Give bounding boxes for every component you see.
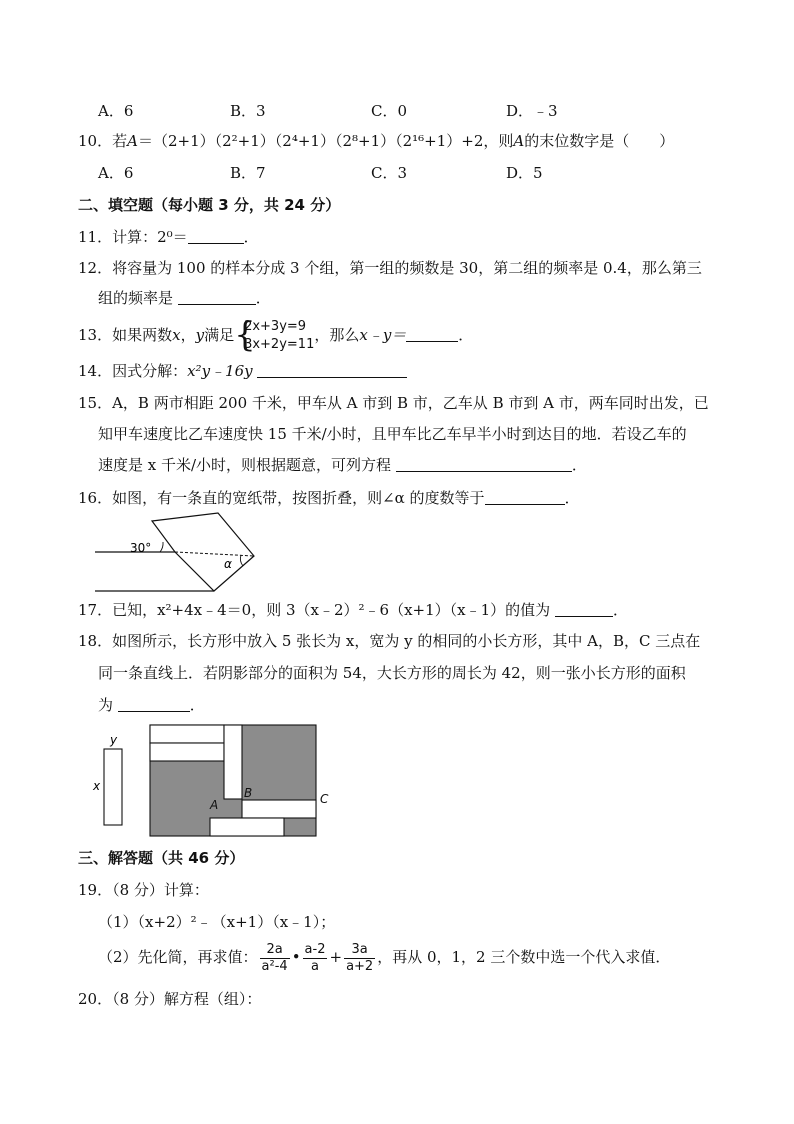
q13-text: 13．如果两数 <box>78 326 173 344</box>
q10-prefix: 若 <box>112 132 128 150</box>
q19-op-plus: + <box>329 948 343 966</box>
q9-option-a: A．6 <box>98 102 134 120</box>
q18-end: ． <box>189 696 205 714</box>
q17-text: 17．已知，x²+4x﹣4＝0，则 3（x﹣2）²﹣6（x+1）（x﹣1）的值为 <box>78 601 551 619</box>
question-17 <box>78 600 628 620</box>
q10-expression: ＝（2+1）（2²+1）（2⁴+1）（2⁸+1）（2¹⁶+1）+2，则 <box>137 132 514 150</box>
frac2-numerator: a-2 <box>304 941 326 957</box>
q19-part2-prefix: （2）先化简，再求值： <box>98 948 258 966</box>
q10-option-b: B．7 <box>230 164 266 182</box>
q13-eq1: 2x+3y=9 <box>244 319 307 334</box>
q13-satisfies: 满足 <box>204 326 235 344</box>
q16-end: ． <box>564 489 580 507</box>
question-19-part2 <box>98 936 670 978</box>
q13-end: ． <box>458 326 474 344</box>
q14-expression: x²y﹣16y <box>187 362 253 380</box>
q12-line2-text: 组的频率是 <box>98 289 174 307</box>
frac3-numerator: 3a <box>344 942 375 959</box>
question-16 <box>78 488 580 508</box>
q18-line3-text: 为 <box>98 696 114 714</box>
q19-fraction-2 <box>303 942 328 975</box>
q13-var-y: y <box>195 326 205 344</box>
question-12-line1: 12．将容量为 100 的样本分成 3 个组，第一组的频数是 30，第二组的频率是 0.4，那么第三 <box>78 259 702 277</box>
figure-18-rectangles <box>88 720 338 840</box>
q14-text: 14．因式分解： <box>78 362 188 380</box>
q10-option-c: C．3 <box>371 164 408 182</box>
point-b-label: B <box>244 786 253 800</box>
question-19-part1: （1）（x+2）²﹣（x+1）（x﹣1）； <box>98 913 336 931</box>
q19-fraction-1 <box>260 942 290 975</box>
section-2-title: 二、填空题（每小题 3 分，共 24 分） <box>78 196 341 214</box>
q11-text: 11．计算：2⁰＝ <box>78 228 188 246</box>
q19-op-multiply: • <box>291 948 301 966</box>
small-rect-1 <box>150 725 224 743</box>
small-rect-3 <box>224 725 242 799</box>
q9-option-b: B．3 <box>230 102 266 120</box>
q15-end: ． <box>571 456 587 474</box>
q11-end: ． <box>243 228 259 246</box>
frac3-denominator: a+2 <box>346 958 374 974</box>
q10-option-d: D．5 <box>506 164 543 182</box>
question-18-line1: 18．如图所示，长方形中放入 5 张长为 x，宽为 y 的相同的小长方形，其中 A，B，C 三点在 <box>78 632 701 650</box>
section-3-title: 三、解答题（共 46 分） <box>78 849 245 867</box>
q16-answer-blank[interactable] <box>485 489 565 505</box>
q9-option-d: D．﹣3 <box>506 102 558 120</box>
q12-answer-blank[interactable] <box>178 289 256 305</box>
q17-end: ． <box>612 601 628 619</box>
q10-var-a: A <box>127 132 138 150</box>
q15-line3-text: 速度是 x 千米/小时，则根据题意，可列方程 <box>98 456 392 474</box>
y-label: y <box>110 733 118 747</box>
q13-eq2: 3x+2y=11 <box>244 337 315 352</box>
q10-suffix: 的末位数字是（ ） <box>524 132 675 150</box>
q16-text: 16．如图，有一条直的宽纸带，按图折叠，则∠α 的度数等于 <box>78 489 485 507</box>
angle-30-label: 30° <box>130 541 152 555</box>
question-20-title: 20．（8 分）解方程（组）： <box>78 990 262 1008</box>
frac1-numerator: 2a <box>260 942 290 959</box>
q13-sep: ， <box>180 326 196 344</box>
q12-end: ． <box>255 289 271 307</box>
small-rect-2 <box>150 743 224 761</box>
q13-expression: x﹣y＝ <box>359 326 407 344</box>
question-19-title: 19．（8 分）计算： <box>78 881 209 899</box>
q13-equation-system <box>234 315 315 355</box>
q19-part2-suffix: ，再从 0，1，2 三个数中选一个代入求值． <box>377 948 671 966</box>
q13-var-x: x <box>172 326 181 344</box>
brace-icon: { <box>234 315 256 355</box>
alpha-label: α <box>224 557 232 571</box>
small-rect-5 <box>210 818 284 836</box>
angle-30-arc <box>160 542 163 552</box>
q18-answer-blank[interactable] <box>118 696 190 712</box>
small-rectangle-reference <box>104 749 122 825</box>
question-12-line2 <box>98 288 271 308</box>
q10-number: 10． <box>78 132 113 150</box>
question-13 <box>78 312 473 358</box>
x-label: x <box>93 779 101 793</box>
figure-16-folded-strip <box>90 508 270 596</box>
point-a-label: A <box>210 798 219 812</box>
q10-option-a: A．6 <box>98 164 134 182</box>
question-18-line3 <box>98 695 205 715</box>
question-10 <box>78 131 674 151</box>
frac2-denominator: a <box>311 958 319 974</box>
question-15-line3 <box>98 455 587 475</box>
question-15-line1: 15．A，B 两市相距 200 千米，甲车从 A 市到 B 市，乙车从 B 市到 A 市，两车同时出发，已 <box>78 394 709 412</box>
q15-answer-blank[interactable] <box>396 456 572 472</box>
q9-option-c: C．0 <box>371 102 408 120</box>
question-14 <box>78 361 407 381</box>
frac1-denominator: a²-4 <box>261 958 288 974</box>
question-18-line2: 同一条直线上．若阴影部分的面积为 54，大长方形的周长为 42，则一张小长方形的面积 <box>98 664 686 682</box>
q17-answer-blank[interactable] <box>555 601 613 617</box>
q11-answer-blank[interactable] <box>188 228 244 244</box>
small-rect-4 <box>242 800 316 818</box>
q19-fraction-3 <box>344 942 375 975</box>
q13-answer-blank[interactable] <box>406 326 458 342</box>
q13-then: ，那么 <box>314 326 360 344</box>
q14-answer-blank[interactable] <box>257 362 407 378</box>
question-11 <box>78 227 259 247</box>
q10-var-a2: A <box>513 132 525 150</box>
point-c-label: C <box>320 792 329 806</box>
question-15-line2: 知甲车速度比乙车速度快 15 千米/小时，且甲车比乙车早半小时到达目的地．若设乙车的 <box>98 425 687 443</box>
